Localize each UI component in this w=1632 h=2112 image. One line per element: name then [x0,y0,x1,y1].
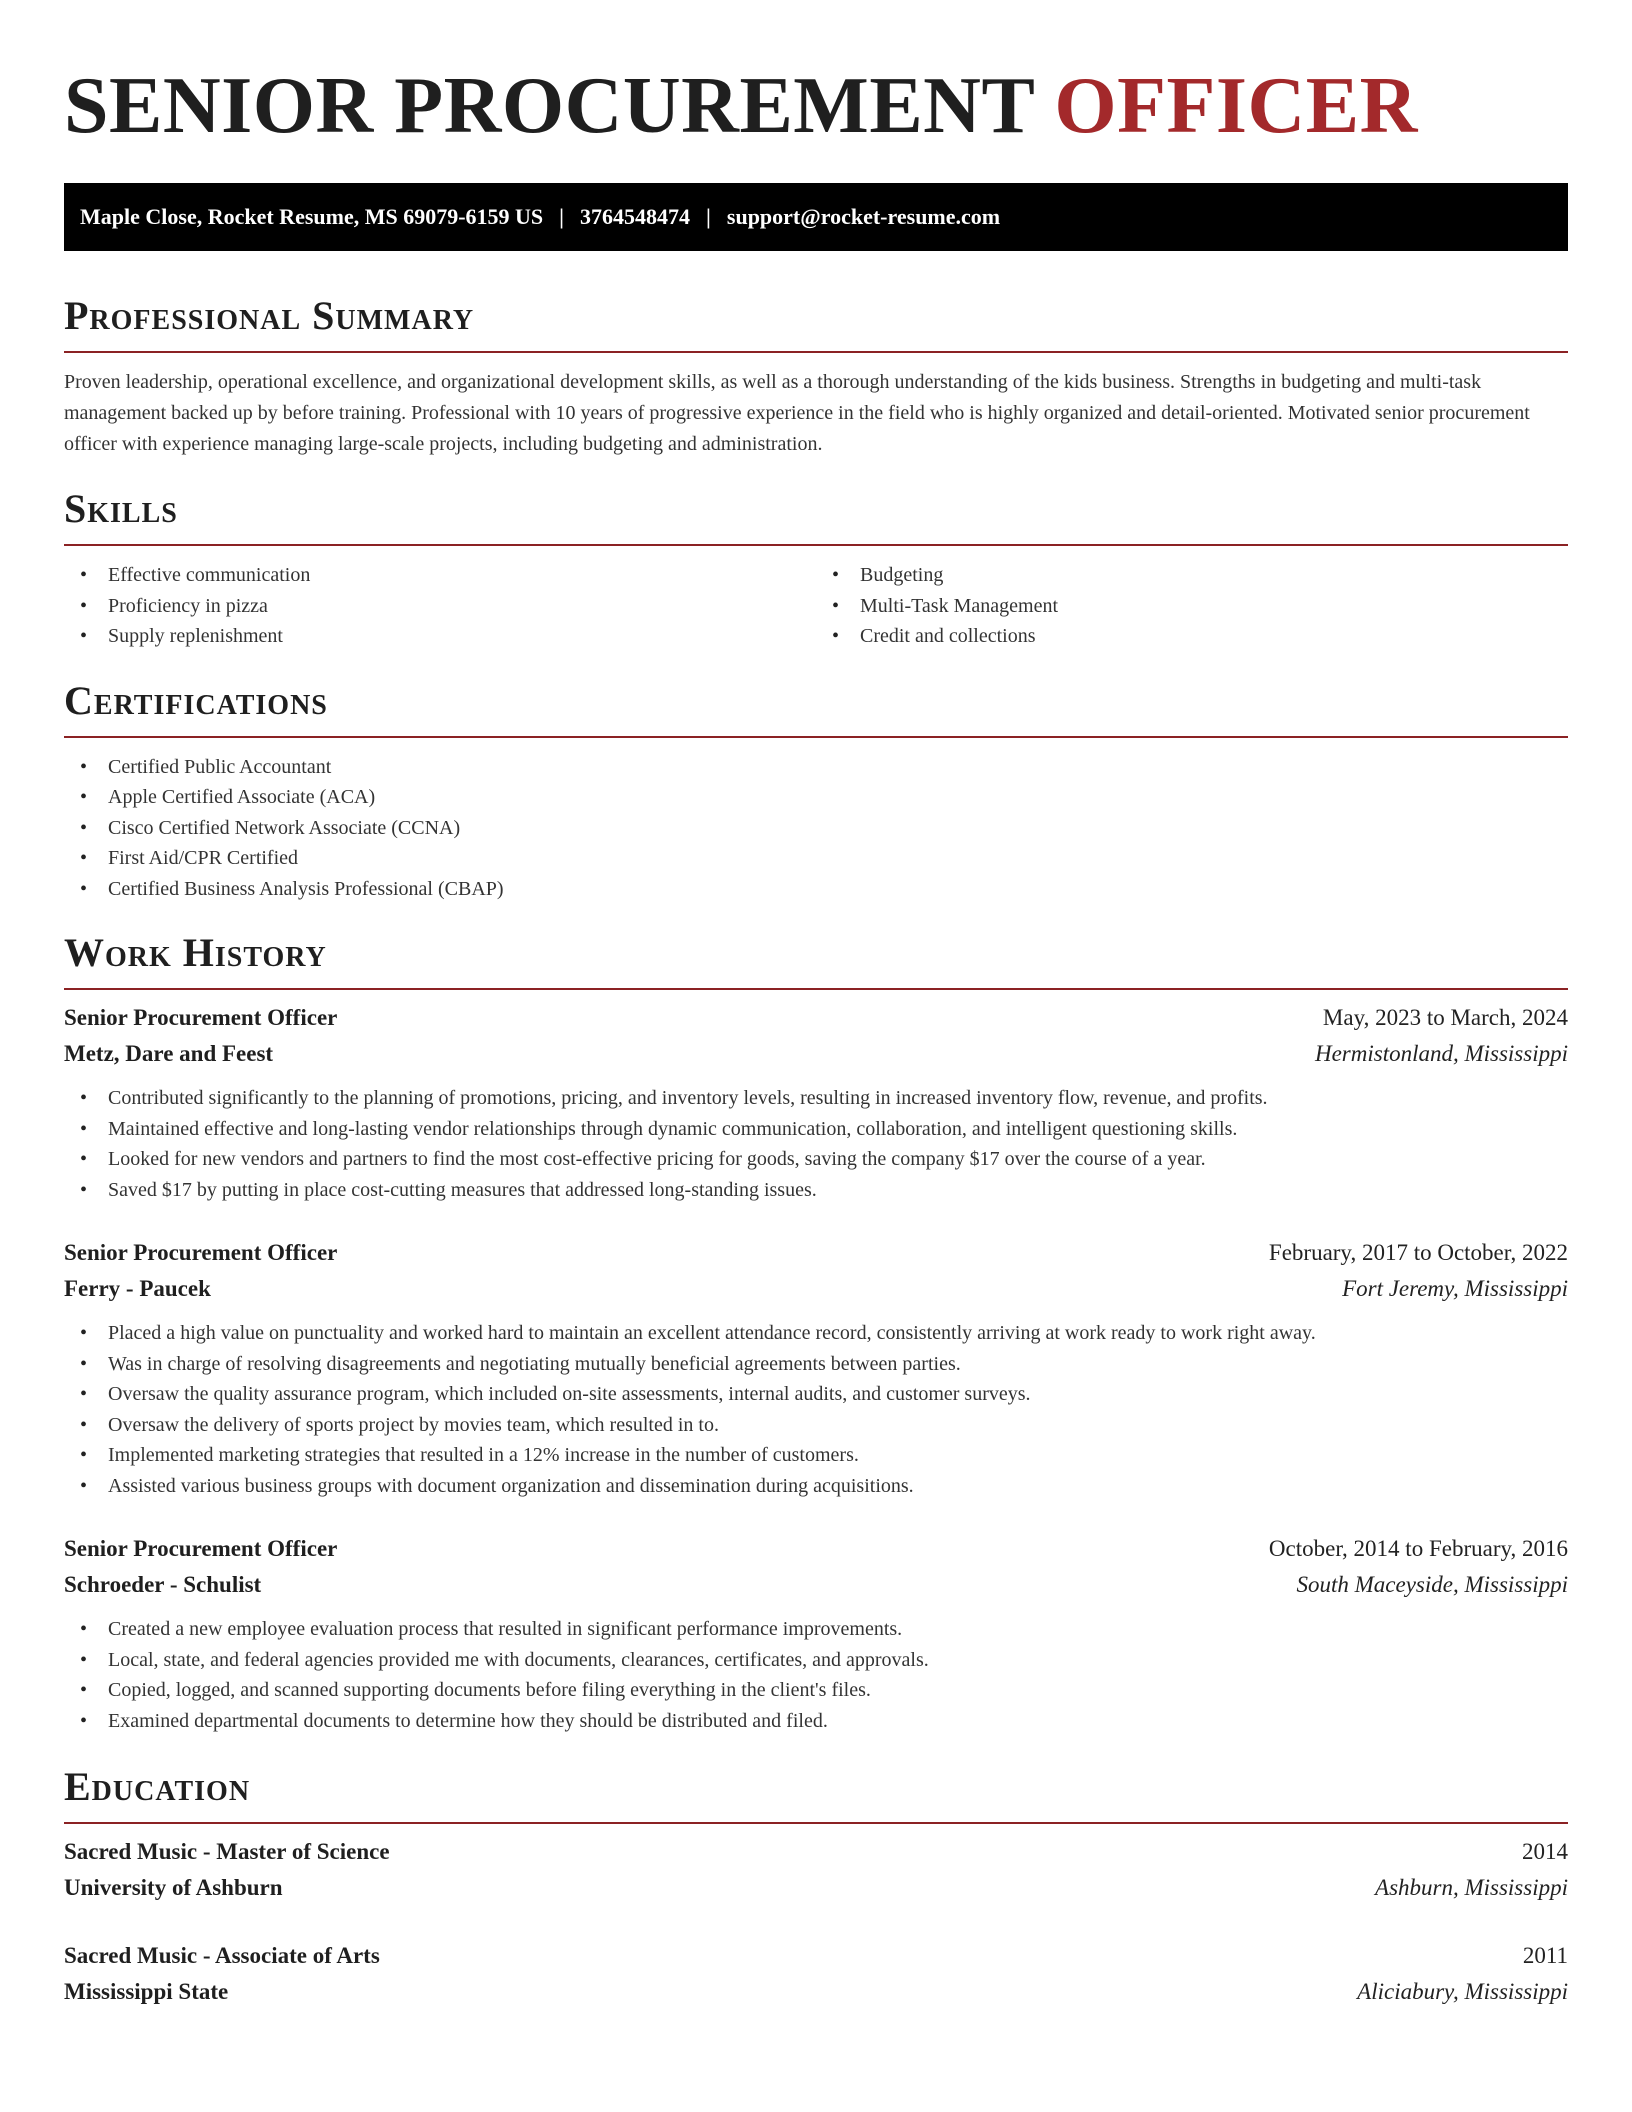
name-accent: OFFICER [1054,62,1418,150]
job-bullet: • Saved $17 by putting in place cost-cutting measures that addressed long-standing issues. [64,1175,1568,1206]
job-bullet: • Assisted various business groups with document organization and dissemination during acquisitions. [64,1471,1568,1502]
education-year: 2014 [1522,1839,1568,1864]
job-location: South Maceyside, Mississippi [1296,1572,1568,1597]
job-company: Metz, Dare and Feest [64,1041,274,1066]
job-location: Fort Jeremy, Mississippi [1342,1276,1568,1301]
job-title: Senior Procurement Officer [64,1240,338,1265]
summary-section [64,295,1568,460]
work-history-section [64,932,1568,1736]
skill-item: • Credit and collections [816,621,1568,652]
section-divider [64,988,1568,990]
job-bullets [64,1614,1568,1736]
section-title-summary: Professional Summary [64,293,475,338]
job-bullets [64,1318,1568,1501]
job-entry [64,1531,1568,1736]
summary-text: Proven leadership, operational excellence, and organizational development skills, as well as a thorough understanding of the kids business. Strengths in budgeting and multi-task management backed up by before training. Professional with 10 years of progressive experience in the field who is highly organized and detail-oriented. Motivated senior procurement officer with experience managing large-scale projects, including budgeting and administration. [64,371,1530,455]
job-bullet: • Created a new employee evaluation process that resulted in significant performance improvements. [64,1614,1568,1645]
job-title: Senior Procurement Officer [64,1005,338,1030]
name-main: SENIOR PROCUREMENT [64,62,1034,150]
education-entry [64,1834,1568,1906]
certification-item: • Apple Certified Associate (ACA) [64,782,1568,813]
job-bullet: • Was in charge of resolving disagreements and negotiating mutually beneficial agreements between parties. [64,1349,1568,1380]
section-title-certifications: Certifications [64,677,328,723]
job-entry [64,1000,1568,1205]
job-entry [64,1235,1568,1501]
skill-item: • Proficiency in pizza [64,591,816,622]
education-location: Ashburn, Mississippi [1375,1875,1568,1900]
job-bullets [64,1083,1568,1205]
certification-item: • Cisco Certified Network Associate (CCNA) [64,813,1568,844]
section-divider [64,351,1568,353]
skills-list-left [64,560,816,652]
job-bullet: • Placed a high value on punctuality and worked hard to maintain an excellent attendance record, consistently arriving at work ready to work right away. [64,1318,1568,1349]
job-bullet: • Maintained effective and long-lasting vendor relationships through dynamic communication, collaboration, and intelligent questioning skills. [64,1114,1568,1145]
job-bullet: • Local, state, and federal agencies provided me with documents, clearances, certificates, and approvals. [64,1645,1568,1676]
skills-grid [64,560,1568,652]
job-bullet: • Copied, logged, and scanned supporting documents before filing everything in the client's files. [64,1675,1568,1706]
education-school: Mississippi State [64,1979,229,2004]
job-dates: October, 2014 to February, 2016 [1268,1536,1568,1561]
job-title: Senior Procurement Officer [64,1536,338,1561]
job-dates: February, 2017 to October, 2022 [1268,1240,1568,1265]
contact-bar [64,183,1568,251]
certification-item: • Certified Public Accountant [64,752,1568,783]
education-year: 2011 [1522,1943,1568,1968]
contact-email: support@rocket-resume.com [726,204,1001,229]
section-title-skills: Skills [64,486,178,531]
certification-item: • Certified Business Analysis Professional (CBAP) [64,874,1568,905]
education-location: Aliciabury, Mississippi [1357,1979,1568,2004]
skill-item: • Multi-Task Management [816,591,1568,622]
contact-separator: | [706,204,711,229]
education-section [64,1766,1568,2010]
job-bullet: • Examined departmental documents to determine how they should be distributed and filed. [64,1706,1568,1737]
skill-item: • Supply replenishment [64,621,816,652]
certifications-section [64,677,1568,905]
job-bullet: • Oversaw the delivery of sports project by movies team, which resulted in to. [64,1410,1568,1441]
contact-separator: | [559,204,565,229]
job-bullet: • Contributed significantly to the planning of promotions, pricing, and inventory levels, resulting in increased inventory flow, revenue, and profits. [64,1083,1568,1114]
job-company: Schroeder - Schulist [64,1572,262,1597]
job-bullet: • Oversaw the quality assurance program, which included on-site assessments, internal audits, and customer surveys. [64,1379,1568,1410]
section-divider [64,544,1568,546]
education-school: University of Ashburn [64,1875,283,1900]
resume-name [64,62,1568,150]
section-title-work: Work History [64,930,327,975]
section-divider [64,1822,1568,1824]
skill-item: • Effective communication [64,560,816,591]
education-degree: Sacred Music - Associate of Arts [64,1943,380,1968]
job-location: Hermistonland, Mississippi [1314,1041,1568,1066]
contact-address: Maple Close, Rocket Resume, MS 69079-6159 US [80,204,544,229]
job-company: Ferry - Paucek [64,1276,211,1301]
skill-item: • Budgeting [816,560,1568,591]
section-title-education: Education [64,1764,251,1809]
job-bullet: • Implemented marketing strategies that resulted in a 12% increase in the number of customers. [64,1440,1568,1471]
section-divider [64,736,1568,738]
job-bullet: • Looked for new vendors and partners to find the most cost-effective pricing for goods, saving the company $17 over the course of a year. [64,1144,1568,1175]
certifications-list [64,752,1568,905]
certification-item: • First Aid/CPR Certified [64,843,1568,874]
job-dates: May, 2023 to March, 2024 [1322,1005,1568,1030]
contact-phone: 3764548474 [580,204,691,229]
education-degree: Sacred Music - Master of Science [64,1839,390,1864]
skills-list-right [816,560,1568,652]
education-entry [64,1938,1568,2010]
skills-section [64,488,1568,652]
